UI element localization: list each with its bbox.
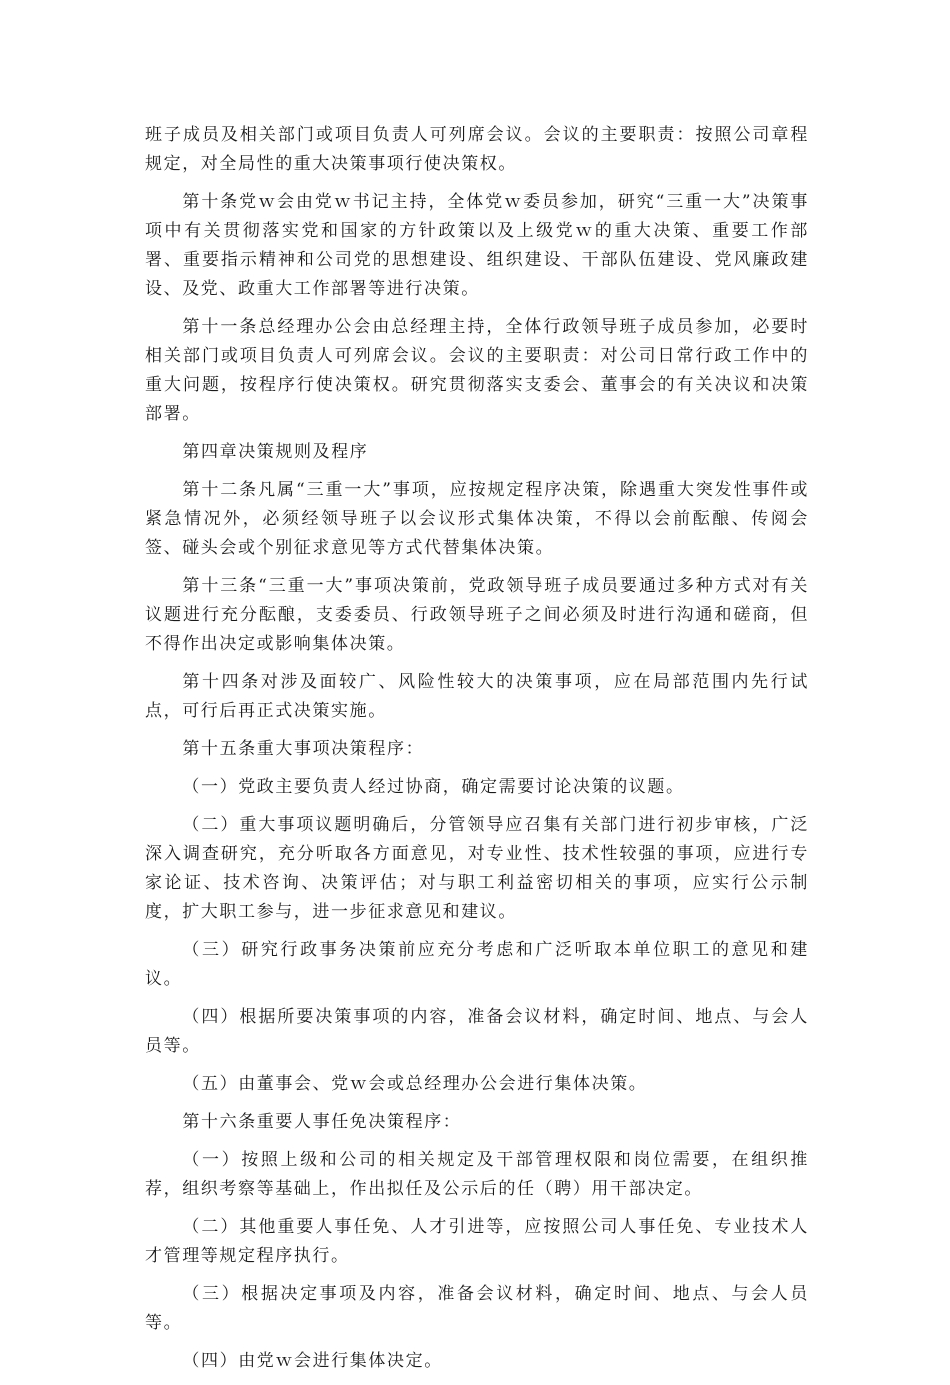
document-body xyxy=(145,121,809,1385)
list-item-15-3: （三）研究行政事务决策前应充分考虑和广泛听取本单位职工的意见和建议。 xyxy=(145,940,809,989)
paragraph-article-13: 第十三条“三重一大”事项决策前，党政领导班子成员要通过多种方式对有关议题进行充分酝酿，支委委员、行政领导班子之间必须及时进行沟通和磋商，但不得作出决定或影响集体决策。 xyxy=(145,576,809,654)
list-item-15-2: （二）重大事项议题明确后，分管领导应召集有关部门进行初步审核，广泛深入调查研究，充分听取各方面意见，对专业性、技术性较强的事项，应进行专家论证、技术咨询、决策评估；对与职工利益密切相关的事项，应实行公示制度，扩大职工参与，进一步征求意见和建议。 xyxy=(145,815,809,922)
list-item-16-2: （二）其他重要人事任免、人才引进等，应按照公司人事任免、专业技术人才管理等规定程序执行。 xyxy=(145,1217,809,1266)
paragraph-article-16: 第十六条重要人事任免决策程序： xyxy=(182,1112,462,1132)
list-item-16-1: （一）按照上级和公司的相关规定及干部管理权限和岗位需要，在组织推荐，组织考察等基础上，作出拟任及公示后的任（聘）用干部决定。 xyxy=(145,1150,809,1199)
list-item-15-5: （五）由董事会、党ｗ会或总经理办公会进行集体决策。 xyxy=(182,1074,648,1094)
paragraph-article-15: 第十五条重大事项决策程序： xyxy=(182,739,425,759)
paragraph-article-10: 第十条党ｗ会由党ｗ书记主持，全体党ｗ委员参加，研究“三重一大”决策事项中有关贯彻落实党和国家的方针政策以及上级党ｗ的重大决策、重要工作部署、重要指示精神和公司党的思想建设、组织建设、干部队伍建设、党风廉政建设、及党、政重大工作部署等进行决策。 xyxy=(145,192,809,299)
list-item-15-4: （四）根据所要决策事项的内容，准备会议材料，确定时间、地点、与会人员等。 xyxy=(145,1007,809,1056)
paragraph-article-12: 第十二条凡属“三重一大”事项，应按规定程序决策，除遇重大突发性事件或紧急情况外，必须经领导班子以会议形式集体决策，不得以会前酝酿、传阅会签、碰头会或个别征求意见等方式代替集体决策。 xyxy=(145,480,809,558)
chapter-heading-4: 第四章决策规则及程序 xyxy=(182,442,369,462)
paragraph-article-11: 第十一条总经理办公会由总经理主持，全体行政领导班子成员参加，必要时相关部门或项目负责人可列席会议。会议的主要职责：对公司日常行政工作中的重大问题，按程序行使决策权。研究贯彻落实支委会、董事会的有关决议和决策部署。 xyxy=(145,317,809,424)
paragraph-continuation: 班子成员及相关部门或项目负责人可列席会议。会议的主要职责：按照公司章程规定，对全局性的重大决策事项行使决策权。 xyxy=(145,125,809,174)
list-item-16-4: （四）由党ｗ会进行集体决定。 xyxy=(182,1351,443,1371)
paragraph-article-14: 第十四条对涉及面较广、风险性较大的决策事项，应在局部范围内先行试点，可行后再正式决策实施。 xyxy=(145,672,809,721)
list-item-16-3: （三）根据决定事项及内容，准备会议材料，确定时间、地点、与会人员等。 xyxy=(145,1284,809,1333)
list-item-15-1: （一）党政主要负责人经过协商，确定需要讨论决策的议题。 xyxy=(182,777,685,797)
